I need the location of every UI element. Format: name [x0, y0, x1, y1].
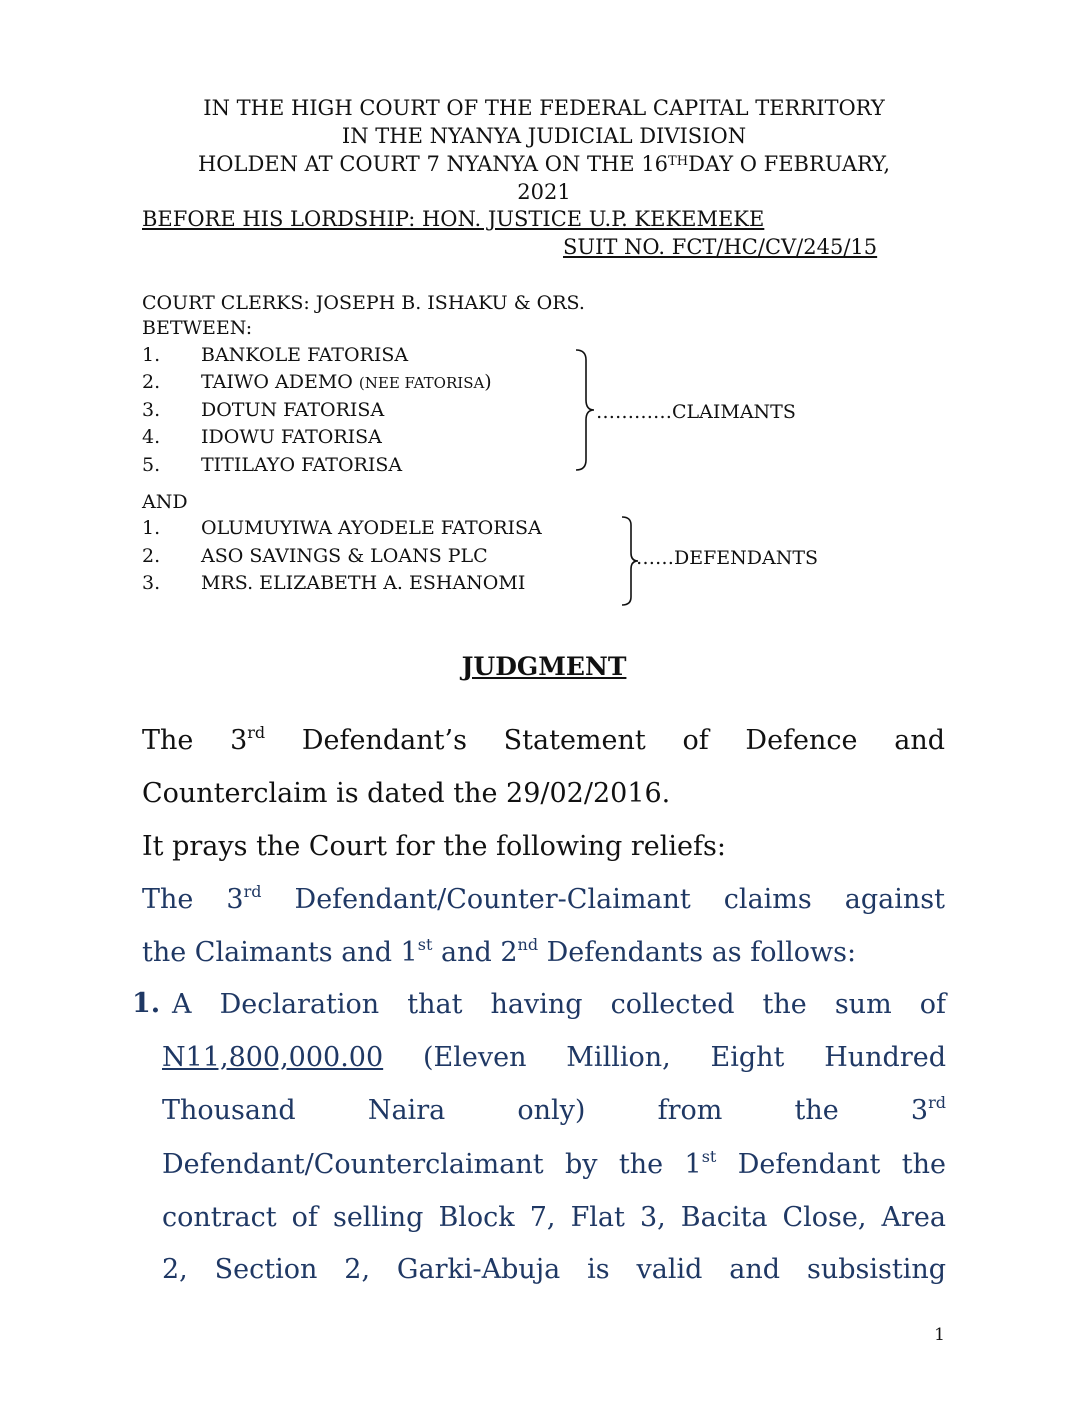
body-paragraph-line: It prays the Court for the following reliefs:: [142, 831, 726, 862]
court-clerks: COURT CLERKS: JOSEPH B. ISHAKU & ORS.: [142, 292, 585, 314]
claimant-number: 2.: [142, 371, 161, 393]
claim-intro-line: The 3rd Defendant/Counter-Claimant claims against: [142, 882, 946, 915]
claimant-number: 4.: [142, 426, 161, 448]
claimants-brace: [572, 348, 598, 472]
page-number: 1: [934, 1325, 945, 1345]
defendant-number: 1.: [142, 517, 161, 539]
defendant-number: 2.: [142, 545, 161, 567]
amount-text: N11,800,000.00: [162, 1042, 384, 1073]
relief-line: Thousand Naira only) from the 3rd: [162, 1093, 946, 1126]
claimant-name: IDOWU FATORISA: [201, 426, 382, 448]
body-paragraph-line: The 3rd Defendant’s Statement of Defence and: [142, 723, 946, 756]
claimants-label: …………CLAIMANTS: [596, 401, 796, 423]
defendant-name: MRS. ELIZABETH A. ESHANOMI: [201, 572, 526, 594]
claimant-number: 3.: [142, 399, 161, 421]
defendant-name: ASO SAVINGS & LOANS PLC: [201, 545, 488, 567]
court-title: IN THE HIGH COURT OF THE FEDERAL CAPITAL TERRITORY: [203, 96, 885, 120]
judgment-title: JUDGMENT: [461, 652, 627, 681]
claimant-number: 5.: [142, 454, 161, 476]
claimant-name: TITILAYO FATORISA: [201, 454, 403, 476]
holden-line: HOLDEN AT COURT 7 NYANYA ON THE 16THDAY O FEBRUARY,: [197, 152, 891, 176]
claimant-number: 1.: [142, 344, 161, 366]
before-lordship: BEFORE HIS LORDSHIP: HON. JUSTICE U.P. KEKEMEKE: [142, 207, 765, 231]
relief-line: A Declaration that having collected the sum of: [172, 989, 946, 1020]
relief-line: Defendant/Counterclaimant by the 1st Defendant the: [162, 1147, 946, 1180]
relief-line: contract of selling Block 7, Flat 3, Bacita Close, Area: [162, 1202, 946, 1233]
claim-intro-line: the Claimants and 1st and 2nd Defendants as follows:: [142, 935, 857, 968]
year-line: 2021: [517, 180, 571, 204]
body-paragraph-line: Counterclaim is dated the 29/02/2016.: [142, 778, 671, 809]
claimant-name: BANKOLE FATORISA: [201, 344, 409, 366]
defendant-number: 3.: [142, 572, 161, 594]
defendant-name: OLUMUYIWA AYODELE FATORISA: [201, 517, 542, 539]
suit-number: SUIT NO. FCT/HC/CV/245/15: [563, 235, 878, 259]
division-title: IN THE NYANYA JUDICIAL DIVISION: [341, 124, 747, 148]
relief-line: N11,800,000.00 (Eleven Million, Eight Hundred: [162, 1042, 946, 1073]
defendants-label: ……DEFENDANTS: [636, 547, 819, 569]
claimant-name: TAIWO ADEMO (NEE FATORISA): [201, 371, 492, 393]
between-label: BETWEEN:: [142, 317, 253, 339]
relief-number: 1.: [132, 988, 161, 1019]
relief-line: 2, Section 2, Garki-Abuja is valid and subsisting: [162, 1254, 946, 1285]
and-label: AND: [142, 491, 188, 513]
claimant-name: DOTUN FATORISA: [201, 399, 385, 421]
